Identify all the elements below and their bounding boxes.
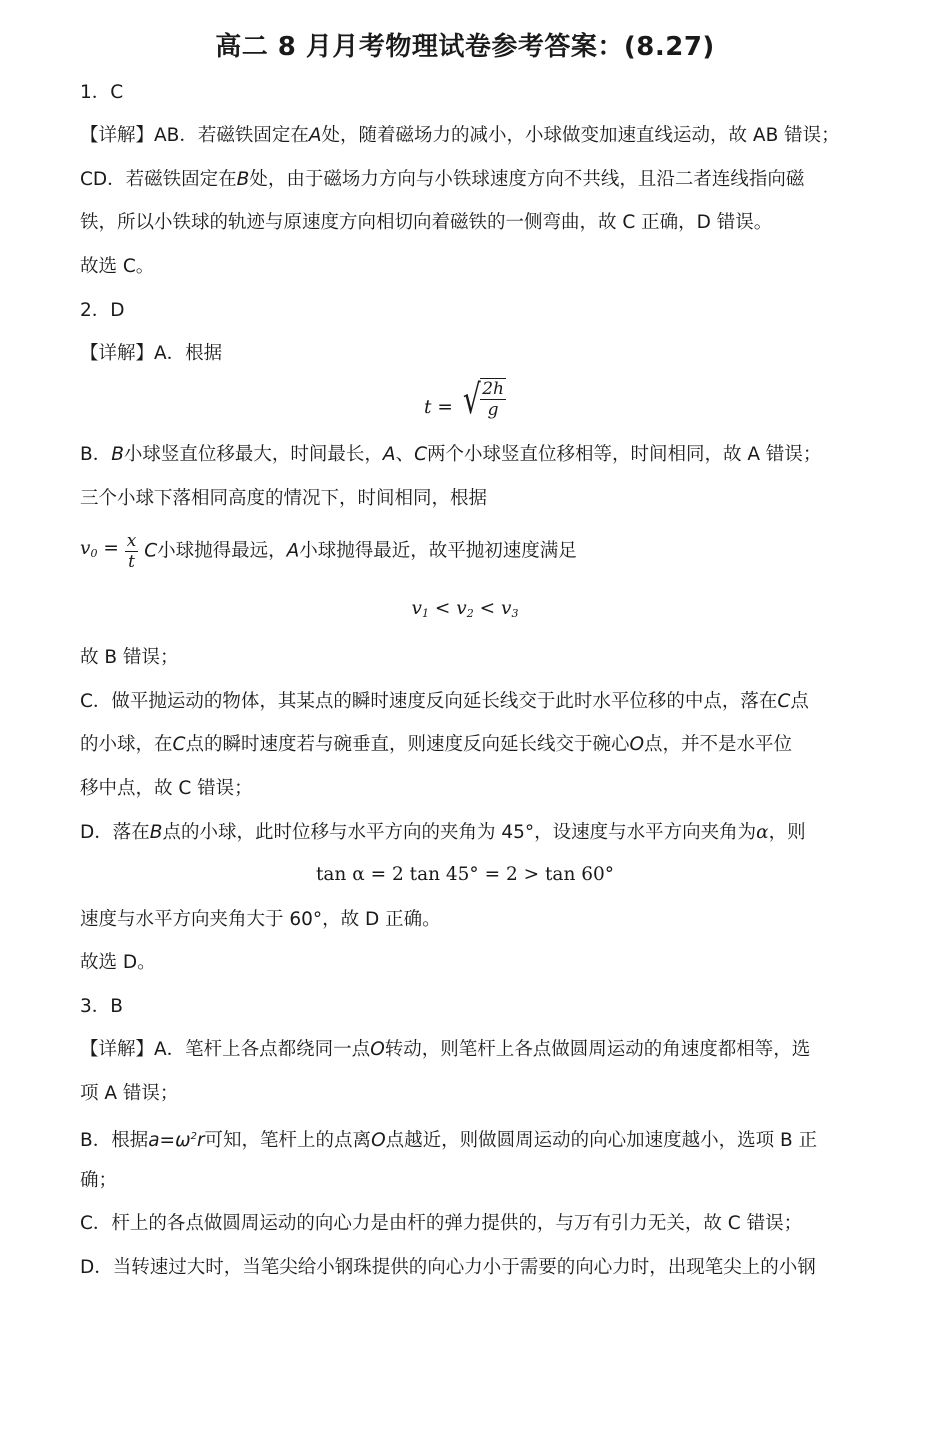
text: 、 [395, 444, 415, 465]
point-label: O [371, 1130, 386, 1151]
var-r: r [196, 1130, 205, 1151]
point-label: O [370, 1039, 385, 1060]
subscript: 2 [466, 607, 474, 620]
subscript: 0 [90, 547, 98, 560]
var-v: v [80, 538, 91, 559]
text: 小球竖直位移最大，时间最长， [123, 444, 383, 465]
q2-detail-line-b3 [80, 526, 860, 577]
q3-detail-line-a2: 项 A 错误； [80, 1083, 179, 1104]
var-a: a [148, 1130, 160, 1151]
q1-detail-line-2 [80, 167, 860, 193]
q2-choice: 故选 D。 [80, 952, 156, 973]
q3-detail-line-b1 [80, 1124, 860, 1154]
var-v: v [500, 598, 512, 619]
q1-choice: 故选 C。 [80, 256, 155, 277]
var-t: t [424, 397, 432, 418]
var-v: v [456, 598, 467, 619]
fraction [125, 531, 139, 572]
text: 点的瞬时速度若与碗垂直，则速度反向延长线交于碗心 [185, 734, 630, 755]
detail-tag: 【详解】 [80, 125, 155, 146]
eq-sign: = [159, 1130, 176, 1151]
q2-detail-line-b1 [80, 442, 860, 468]
text: A．笔杆上各点都绕同一点 [154, 1039, 371, 1060]
text: D．落在 [80, 822, 150, 843]
fraction-num: 2h [482, 379, 504, 399]
page-title: 高二 8 月月考物理试卷参考答案：(8.27) [215, 32, 715, 62]
text: 小球抛得最远， [157, 540, 287, 562]
formula-time [0, 377, 930, 423]
detail-tag: 【详解】 [80, 343, 155, 364]
text: 小球抛得最近，故平抛初速度满足 [299, 540, 577, 562]
text: ，则 [768, 822, 806, 843]
text: 两个小球竖直位移相等，时间相同，故 A 错误； [427, 444, 822, 465]
fraction-den: t [128, 552, 135, 572]
fraction [480, 378, 506, 420]
text: B． [80, 444, 112, 465]
q2-b-end: 故 B 错误； [80, 647, 179, 668]
lt-sign: < [473, 598, 501, 619]
q1-detail-line-3: 铁，所以小铁球的轨迹与原速度方向相切向着磁铁的一侧弯曲，故 C 正确，D 错误。 [80, 212, 773, 233]
lt-sign: < [429, 598, 457, 619]
var-omega: ω [175, 1130, 191, 1151]
q3-detail-line-b2: 确； [80, 1170, 118, 1191]
q1-detail-line-1 [80, 123, 860, 149]
q3-detail-line-a1 [80, 1037, 860, 1063]
point-label: C [172, 734, 186, 755]
formula-inequality [0, 596, 930, 627]
radical-sign: √ [462, 377, 481, 423]
subscript: 3 [511, 607, 519, 620]
q2-detail-line-c3: 移中点，故 C 错误； [80, 778, 253, 799]
text: AB．若磁铁固定在 [154, 125, 309, 146]
fraction-den: g [487, 400, 499, 420]
q2-detail-line-c2 [80, 732, 860, 758]
var-v: v [411, 598, 422, 619]
text: 转动，则笔杆上各点做圆周运动的角速度都相等，选 [384, 1039, 811, 1060]
text: 点越近，则做圆周运动的向心加速度越小，选项 B 正 [385, 1130, 818, 1151]
point-label: C [414, 444, 428, 465]
point-label: B [111, 444, 124, 465]
point-label: O [629, 734, 645, 755]
q2-detail-line-b2: 三个小球下落相同高度的情况下，时间相同，根据 [80, 488, 488, 509]
eq-sign: = [431, 397, 459, 418]
detail-tag: 【详解】 [80, 1039, 155, 1060]
sqrt [459, 377, 506, 423]
point-label: A [286, 540, 300, 562]
text: 点的小球，此时位移与水平方向的夹角为 45°，设速度与水平方向夹角为 [162, 822, 757, 843]
q3-detail-line-c1: C．杆上的各点做圆周运动的向心力是由杆的弹力提供的，与万有引力无关，故 C 错误； [80, 1213, 803, 1234]
formula-v0 [80, 538, 125, 559]
text: 点，并不是水平位 [644, 734, 793, 755]
text: 处，随着磁场力的减小，小球做变加速直线运动，故 AB 错误； [321, 125, 840, 146]
point-label: B [236, 169, 250, 190]
alpha-symbol: α [756, 822, 769, 843]
text: 点 [790, 691, 809, 712]
q2-answer: 2．D [80, 300, 125, 321]
superscript: 2 [190, 1131, 197, 1142]
q2-detail-line-d1 [80, 820, 860, 846]
point-label: A [308, 125, 322, 146]
q1-answer: 1．C [80, 82, 124, 103]
formula-tan: tan α = 2 tan 45° = 2 > tan 60° [315, 864, 615, 885]
text: 可知，笔杆上的点离 [204, 1130, 372, 1151]
q2-detail-line-d2: 速度与水平方向夹角大于 60°，故 D 正确。 [80, 909, 441, 930]
q2-detail-line-c1 [80, 689, 860, 715]
formula-centripetal [148, 1130, 204, 1151]
text: B．根据 [80, 1130, 149, 1151]
fraction-num: x [126, 531, 137, 551]
text: CD．若磁铁固定在 [80, 169, 237, 190]
eq-sign: = [97, 538, 125, 559]
point-label: A [382, 444, 396, 465]
text: A．根据 [154, 343, 223, 364]
q3-answer: 3．B [80, 996, 123, 1017]
text: C．做平抛运动的物体，其某点的瞬时速度反向延长线交于此时水平位移的中点，落在 [80, 691, 778, 712]
point-label: C [777, 691, 791, 712]
q3-detail-line-d1: D．当转速过大时，当笔尖给小钢珠提供的向心力小于需要的向心力时，出现笔尖上的小钢 [80, 1257, 816, 1278]
text: 处，由于磁场力方向与小铁球速度方向不共线，且沿二者连线指向磁 [249, 169, 805, 190]
text: 的小球，在 [80, 734, 173, 755]
point-label: C [144, 540, 158, 562]
point-label: B [149, 822, 163, 843]
q2-detail-line-a [80, 341, 860, 367]
subscript: 1 [422, 607, 429, 620]
